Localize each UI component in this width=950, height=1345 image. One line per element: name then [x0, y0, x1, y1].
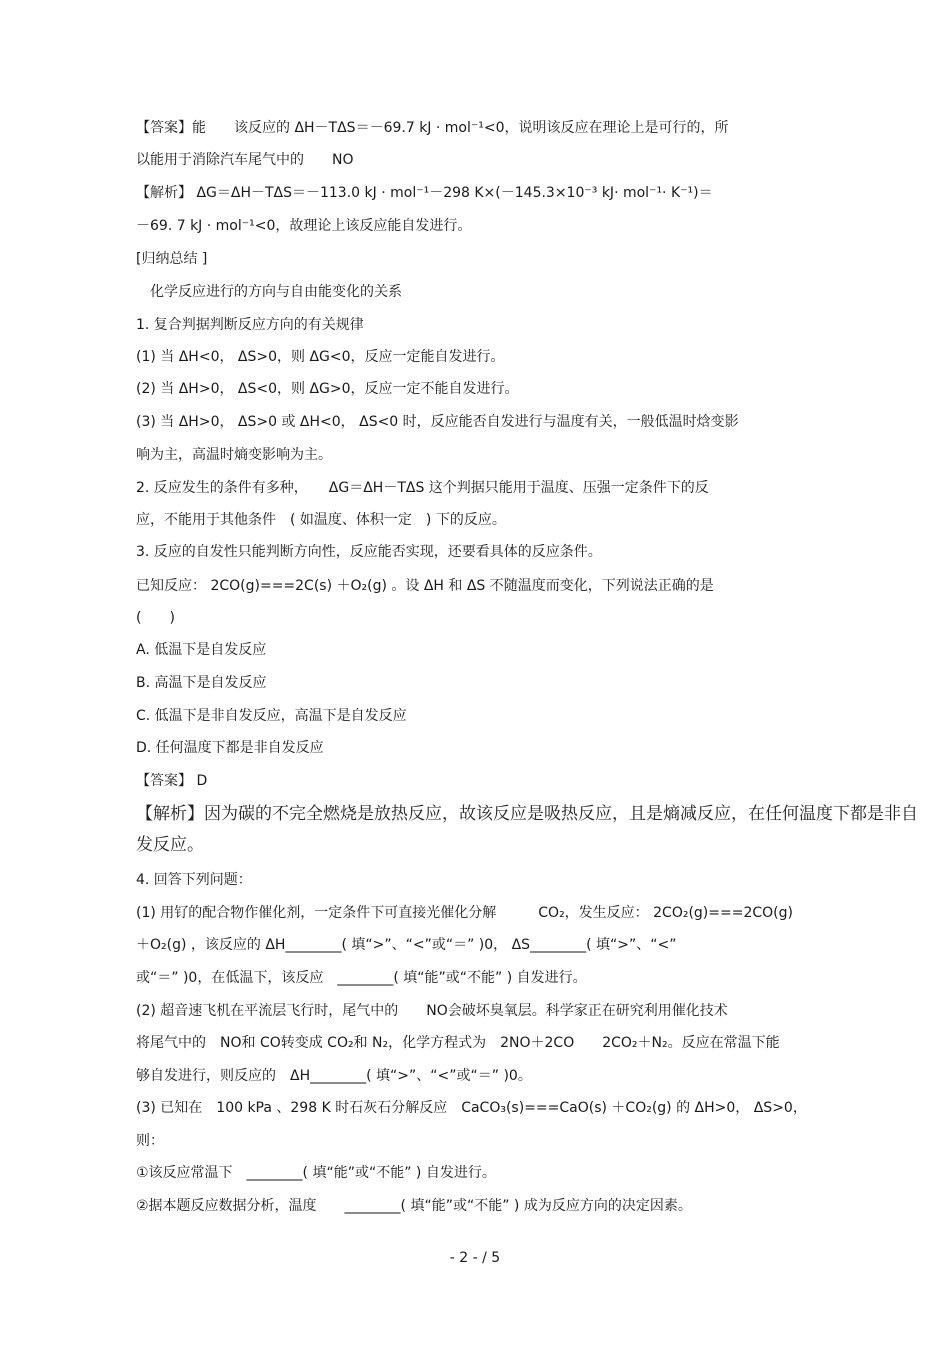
page-number: - 2 - / 5 [449, 1250, 501, 1266]
analysis-line-1: 【解析】 ΔG＝ΔH－TΔS＝－113.0 kJ · mol⁻¹－298 K×(－145.3×10⁻³ kJ· mol⁻¹· K⁻¹)＝ [136, 185, 713, 201]
question-blank: ( ) [136, 610, 175, 626]
q4-1-line-3: 或“＝” )0，在低温下，该反应 ________( 填“能”或“不能” ) 自发进行。 [136, 970, 587, 986]
q4-3-line-2: 则： [136, 1133, 164, 1149]
option-b: B. 高温下是自发反应 [136, 675, 267, 691]
option-c: C. 低温下是非自发反应，高温下是自发反应 [136, 708, 407, 724]
q4-3-sub-2: ②据本题反应数据分析，温度 ________( 填“能”或“不能” ) 成为反应方向的决定因素。 [136, 1198, 692, 1214]
option-d: D. 任何温度下都是非自发反应 [136, 740, 324, 756]
answer-line-2: 以能用于消除汽车尾气中的 NO [136, 152, 354, 168]
summary-title: 化学反应进行的方向与自由能变化的关系 [150, 284, 402, 300]
rule-1-item-3-cont: 响为主，高温时熵变影响为主。 [136, 447, 332, 463]
analysis-big-1: 【解析】因为碳的不完全燃烧是放热反应，故该反应是吸热反应，且是熵减反应，在任何温度下都是非自 [136, 804, 918, 824]
q4-3-sub-1: ①该反应常温下 ________( 填“能”或“不能” ) 自发进行。 [136, 1165, 496, 1181]
q4-3-line-1: (3) 已知在 100 kPa 、298 K 时石灰石分解反应 CaCO₃(s)===CaO(s) ＋CO₂(g) 的 ΔH>0， ΔS>0， [136, 1100, 807, 1116]
analysis-big-2: 发反应。 [136, 835, 204, 855]
answer-line-1: 【答案】能 该反应的 ΔH－TΔS＝－69.7 kJ · mol⁻¹<0，说明该反应在理论上是可行的，所 [136, 120, 729, 136]
rule-1-item-2: (2) 当 ΔH>0， ΔS<0，则 ΔG>0，反应一定不能自发进行。 [136, 381, 519, 397]
q4-2-line-1: (2) 超音速飞机在平流层飞行时，尾气中的 NO会破坏臭氧层。科学家正在研究利用催化技术 [136, 1003, 728, 1019]
q4-heading: 4. 回答下列问题： [136, 872, 252, 888]
rule-1-heading: 1. 复合判据判断反应方向的有关规律 [136, 317, 364, 333]
q4-2-line-2: 将尾气中的 NO和 CO转变成 CO₂和 N₂，化学方程式为 2NO＋2CO 2CO₂＋N₂。反应在常温下能 [136, 1035, 780, 1051]
analysis-line-2: －69. 7 kJ · mol⁻¹<0，故理论上该反应能自发进行。 [136, 218, 472, 234]
rule-2-cont: 应，不能用于其他条件 ( 如温度、体积一定 ) 下的反应。 [136, 512, 506, 528]
summary-heading: [归纳总结 ] [136, 251, 208, 267]
q4-2-line-3: 够自发进行，则反应的 ΔH________( 填“>”、“<”或“＝” )0。 [136, 1068, 532, 1084]
question-stem: 已知反应： 2CO(g)===2C(s) ＋O₂(g) 。设 ΔH 和 ΔS 不随温度而变化，下列说法正确的是 [136, 578, 714, 594]
answer-d: 【答案】 D [136, 773, 208, 789]
option-a: A. 低温下是自发反应 [136, 642, 267, 658]
q4-1-line-2: ＋O₂(g) ，该反应的 ΔH________( 填“>”、“<”或“＝” )0， ΔS________( 填“>”、“<” [136, 937, 677, 953]
rule-3: 3. 反应的自发性只能判断方向性，反应能否实现，还要看具体的反应条件。 [136, 544, 602, 560]
rule-1-item-1: (1) 当 ΔH<0， ΔS>0，则 ΔG<0，反应一定能自发进行。 [136, 349, 505, 365]
rule-2: 2. 反应发生的条件有多种， ΔG＝ΔH－TΔS 这个判据只能用于温度、压强一定条件下的反 [136, 480, 709, 496]
rule-1-item-3: (3) 当 ΔH>0， ΔS>0 或 ΔH<0， ΔS<0 时，反应能否自发进行与温度有关，一般低温时焓变影 [136, 414, 739, 430]
q4-1-line-1: (1) 用钌的配合物作催化剂，一定条件下可直接光催化分解 CO₂，发生反应： 2CO₂(g)===2CO(g) [136, 905, 793, 921]
